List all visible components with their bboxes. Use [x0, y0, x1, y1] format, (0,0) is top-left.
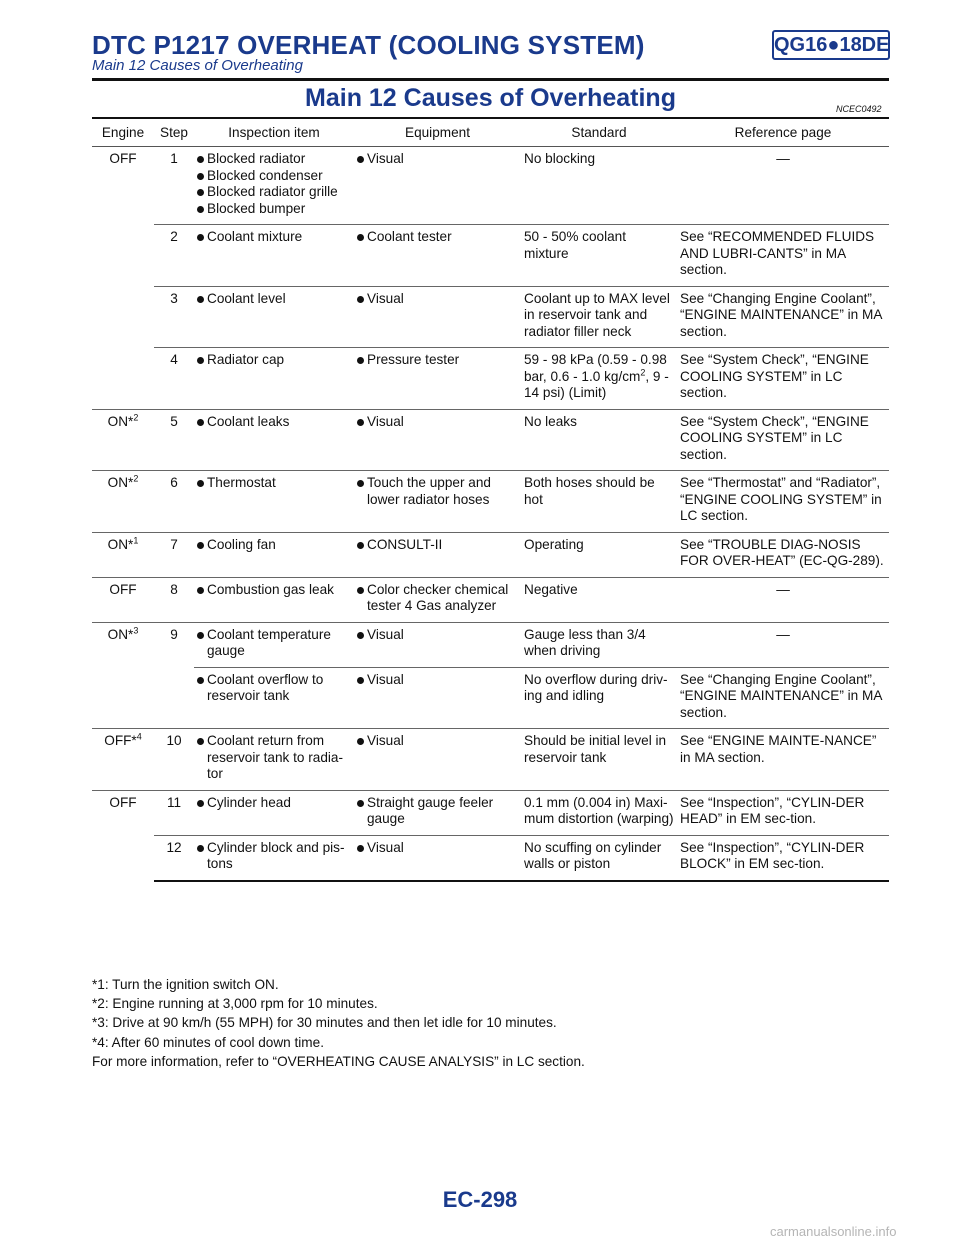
- standard-cell: 50 - 50% coolant mixture: [521, 225, 677, 287]
- reference-cell: See “System Check”, “ENGINE COOLING SYSTEM” in LC section.: [677, 409, 889, 471]
- model-badge: QG16●18DE: [772, 30, 890, 60]
- footnote: For more information, refer to “OVERHEATING CAUSE ANALYSIS” in LC section.: [92, 1053, 585, 1069]
- inspection-cell: [194, 471, 354, 533]
- list-item: Visual: [357, 291, 518, 308]
- step-cell: 8: [154, 577, 194, 622]
- list-item: Coolant temperature gauge: [197, 627, 351, 660]
- page-number: EC-298: [442, 1187, 518, 1212]
- step-cell: 2: [154, 225, 194, 287]
- inspection-cell: [194, 577, 354, 622]
- standard-cell: Should be initial level in reservoir tank: [521, 729, 677, 791]
- list-item: Visual: [357, 672, 518, 689]
- inspection-cell: [194, 147, 354, 225]
- header-rule: [92, 78, 889, 81]
- reference-cell: See “Thermostat” and “Radiator”, “ENGINE COOLING SYSTEM” in LC section.: [677, 471, 889, 533]
- table-row: [92, 471, 889, 533]
- step-cell: 11: [154, 790, 194, 835]
- reference-cell: See “Changing Engine Coolant”, “ENGINE MAINTENANCE” in MA section.: [677, 667, 889, 729]
- inspection-cell: [194, 409, 354, 471]
- step-cell: 5: [154, 409, 194, 471]
- equipment-cell: [354, 622, 521, 667]
- inspection-cell: [194, 348, 354, 410]
- list-item: Blocked radiator grille: [197, 184, 351, 201]
- engine-cell: ON*$^1$: [92, 532, 154, 577]
- reference-cell: See “System Check”, “ENGINE COOLING SYSTEM” in LC section.: [677, 348, 889, 410]
- list-item: Radiator cap: [197, 352, 351, 369]
- inspection-cell: [194, 532, 354, 577]
- engine-cell: ON*$^3$: [92, 622, 154, 729]
- table-header-row: [92, 120, 889, 147]
- section-title: Main 12 Causes of Overheating: [305, 84, 676, 112]
- list-item: Coolant overflow to reservoir tank: [197, 672, 351, 705]
- step-cell: 3: [154, 286, 194, 348]
- inspection-cell: [194, 729, 354, 791]
- standard-cell: No blocking: [524, 151, 596, 166]
- table-row: [92, 577, 889, 622]
- equipment-cell: [354, 667, 521, 729]
- list-item: Cooling fan: [197, 537, 351, 554]
- standard-cell: 0.1 mm (0.004 in) Maxi-mum distortion (warping): [521, 790, 677, 835]
- equipment-cell: [354, 286, 521, 348]
- inspection-cell: [194, 667, 354, 729]
- reference-cell: See “Inspection”, “CYLIN-DER BLOCK” in EM sec-tion.: [677, 835, 889, 881]
- column-header: Standard: [521, 120, 677, 147]
- reference-cell: —: [776, 151, 790, 166]
- equipment-cell: [354, 225, 521, 287]
- table-row: [92, 622, 889, 667]
- causes-table: [92, 120, 889, 882]
- column-header: Equipment: [354, 120, 521, 147]
- step-cell: 7: [154, 532, 194, 577]
- list-item: Coolant mixture: [197, 229, 351, 246]
- reference-cell: See “Changing Engine Coolant”, “ENGINE MAINTENANCE” in MA section.: [677, 286, 889, 348]
- list-item: Thermostat: [197, 475, 351, 492]
- equipment-cell: [354, 790, 521, 835]
- section-code: NCEC0492: [836, 104, 882, 114]
- standard-cell: No leaks: [521, 409, 677, 471]
- standard-cell: No overflow during driv-ing and idling: [521, 667, 677, 729]
- column-header: Engine: [92, 120, 154, 147]
- engine-cell: OFF*$^4$: [92, 729, 154, 791]
- reference-cell: See “ENGINE MAINTE-NANCE” in MA section.: [677, 729, 889, 791]
- table-row: [92, 409, 889, 471]
- table-row: [92, 286, 889, 348]
- equipment-cell: [354, 348, 521, 410]
- table-row: [92, 790, 889, 835]
- list-item: Combustion gas leak: [197, 582, 351, 599]
- engine-cell: ON*$^2$: [92, 409, 154, 471]
- footnote: *1: Turn the ignition switch ON.: [92, 977, 279, 992]
- step-cell: 6: [154, 471, 194, 533]
- list-item: Visual: [357, 627, 518, 644]
- table-row: [92, 667, 889, 729]
- reference-cell: See “TROUBLE DIAG-NOSIS FOR OVER-HEAT” (EC-QG-289).: [677, 532, 889, 577]
- reference-cell: See “Inspection”, “CYLIN-DER HEAD” in EM sec-tion.: [677, 790, 889, 835]
- list-item: Coolant return from reservoir tank to radia-tor: [197, 733, 351, 783]
- list-item: Straight gauge feeler gauge: [357, 795, 518, 828]
- standard-cell: No scuffing on cylinder walls or piston: [521, 835, 677, 881]
- standard-cell: Both hoses should be hot: [521, 471, 677, 533]
- list-item: Color checker chemical tester 4 Gas analyzer: [357, 582, 518, 615]
- list-item: Visual: [357, 733, 518, 750]
- footnote: *2: Engine running at 3,000 rpm for 10 minutes.: [92, 996, 378, 1012]
- step-cell: 9: [154, 622, 194, 729]
- table-row: [92, 225, 889, 287]
- list-item: Coolant leaks: [197, 414, 351, 431]
- section-rule: [92, 117, 889, 119]
- standard-cell: Gauge less than 3/4 when driving: [521, 622, 677, 667]
- step-cell: 12: [154, 835, 194, 881]
- list-item: Cylinder head: [197, 795, 351, 812]
- list-item: Visual: [357, 840, 518, 857]
- step-cell: 4: [154, 348, 194, 410]
- list-item: Blocked bumper: [197, 201, 351, 218]
- engine-cell: OFF: [92, 577, 154, 622]
- table-row: [92, 835, 889, 881]
- list-item: Coolant level: [197, 291, 351, 308]
- table-row: [92, 532, 889, 577]
- column-header: Step: [154, 120, 194, 147]
- engine-cell: OFF: [92, 790, 154, 881]
- equipment-cell: [354, 147, 521, 225]
- inspection-cell: [194, 622, 354, 667]
- list-item: Pressure tester: [357, 352, 518, 369]
- reference-cell: —: [677, 622, 889, 667]
- table-row: [92, 147, 889, 225]
- step-cell: 10: [154, 729, 194, 791]
- standard-cell: Negative: [521, 577, 677, 622]
- list-item: Touch the upper and lower radiator hoses: [357, 475, 518, 508]
- inspection-cell: [194, 225, 354, 287]
- step-cell: 1: [170, 151, 178, 166]
- equipment-cell: [354, 577, 521, 622]
- engine-cell: ON*$^2$: [92, 471, 154, 533]
- equipment-cell: [354, 835, 521, 881]
- column-header: Reference page: [677, 120, 889, 147]
- header-title: DTC P1217 OVERHEAT (COOLING SYSTEM): [92, 30, 645, 60]
- list-item: Blocked radiator: [197, 151, 351, 168]
- column-header: Inspection item: [194, 120, 354, 147]
- inspection-cell: [194, 835, 354, 881]
- list-item: Blocked condenser: [197, 168, 351, 185]
- table-row: [92, 348, 889, 410]
- footnote: *3: Drive at 90 km/h (55 MPH) for 30 minutes and then let idle for 10 minutes.: [92, 1015, 557, 1031]
- reference-cell: See “RECOMMENDED FLUIDS AND LUBRI-CANTS” in MA section.: [677, 225, 889, 287]
- list-item: CONSULT-II: [357, 537, 518, 554]
- list-item: Coolant tester: [357, 229, 518, 246]
- list-item: Visual: [357, 414, 518, 431]
- equipment-cell: [354, 409, 521, 471]
- standard-cell: 59 - 98 kPa (0.59 - 0.98 bar, 0.6 - 1.0 $kg/cm^2$, 9 - 14 psi) (Limit): [521, 348, 677, 410]
- list-item: Cylinder block and pis-tons: [197, 840, 351, 873]
- standard-cell: Coolant up to MAX level in reservoir tank and radiator filler neck: [521, 286, 677, 348]
- watermark: carmanualsonline.info: [770, 1224, 897, 1239]
- equipment-cell: [354, 471, 521, 533]
- footnote: *4: After 60 minutes of cool down time.: [92, 1034, 324, 1050]
- equipment-cell: [354, 729, 521, 791]
- inspection-cell: [194, 790, 354, 835]
- equipment-cell: [354, 532, 521, 577]
- list-item: Visual: [357, 151, 518, 168]
- header-subtitle: Main 12 Causes of Overheating: [92, 57, 303, 74]
- footnotes: [92, 975, 889, 1071]
- standard-cell: Operating: [521, 532, 677, 577]
- table-row: [92, 729, 889, 791]
- reference-cell: —: [677, 577, 889, 622]
- engine-cell: OFF: [109, 151, 137, 166]
- inspection-cell: [194, 286, 354, 348]
